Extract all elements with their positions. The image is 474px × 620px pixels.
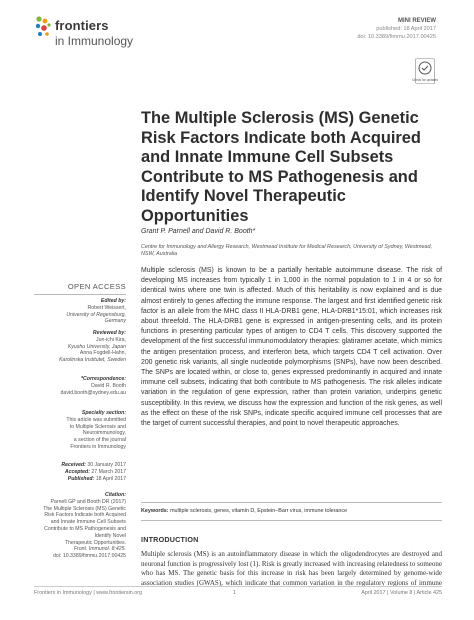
citation-line: Risk Factors Indicate both Acquired — [44, 512, 126, 519]
keywords — [141, 508, 442, 514]
abstract: Multiple sclerosis (MS) is known to be a partially heritable autoimmune disease. The risk of developing MS increases from typically 1 in 1,000 in the normal population to 1 in 4 or so for identical twins where one twin is affected. Much of this heritability is now explained and is due almost entirely to genes affecting the immune response. The largest and first identified genetic risk factor is an allele from the MHC class II HLA-DRB1 gene, HLA-DRB1*15:01, which increases risk about threefold. The HLA-DRB1 gene is expressed in antigen-presenting cells, and its protein functions in presenting particular types of antigen to CD4 T cells. This discovery supported the development of the first successful immunomodulatory therapies: glatiramer acetate, which mimics the antigen presentation process, and interferon beta, which targets CD4 T cell activation. Over 200 genetic risk variants, all single nucleotide polymorphisms (SNPs), have now been described. The SNPs are located within, or close to, genes expressed predominantly in acquired and innate immune cell subsets, indicating that both contribute to MS pathogenesis. The risk alleles indicate variation in the regulation of gene expression, rather than protein variation, underpins genetic susceptibility. In this review, we discuss how the expression and function of the risk genes, as well as the effect on these of the risk SNPs, indicate specific acquired immune cell processes that are the target of current successful therapies, and point to novel therapeutic approaches. — [141, 267, 442, 428]
editor-name: Robert Weissert, — [87, 304, 126, 311]
editor-country: Germany — [104, 318, 126, 325]
dates — [34, 462, 126, 482]
reviewer-affil: Karolinska Institutet, Sweden — [59, 357, 126, 364]
accepted-date: 27 March 2017 — [91, 468, 126, 475]
article-meta — [357, 17, 436, 41]
edited-by — [34, 298, 126, 325]
page-number: 1 — [233, 590, 236, 596]
reviewer-name: Anna Fogdell-Hahn, — [79, 350, 126, 357]
specialty-label: Specialty section: — [81, 410, 126, 416]
citation-line: Parnell GP and Booth DR (2017) — [50, 498, 126, 505]
correspondence-label: *Correspondence: — [81, 376, 126, 382]
specialty-section — [34, 410, 126, 451]
specialty-line: Neuroimmunology, — [82, 430, 126, 437]
reviewer-affil: Kyushu University, Japan — [67, 343, 126, 350]
specialty-line: to Multiple Sclerosis and — [69, 423, 126, 430]
article-type: MINI REVIEW — [397, 18, 436, 24]
specialty-line: a section of the journal — [73, 437, 126, 444]
footer-journal[interactable]: Frontiers in Immunology | www.frontiersin.org — [34, 590, 143, 596]
correspondence-email[interactable]: david.booth@sydney.edu.au — [60, 389, 126, 396]
editor-affil: University of Regensburg, — [66, 311, 126, 318]
reviewed-by-label: Reviewed by: — [92, 330, 126, 336]
published-date: published: 18 April 2017 — [376, 26, 436, 32]
citation-line: Therapeutic Opportunities. — [64, 539, 126, 546]
received-label: Received: — [61, 462, 86, 468]
correspondence — [34, 376, 126, 396]
intro-divider — [141, 520, 442, 521]
accepted-label: Accepted: — [64, 468, 90, 475]
citation-line: and Innate Immune Cell Subsets — [50, 519, 126, 526]
frontiers-logo-icon — [34, 15, 52, 41]
specialty-line: Frontiers in Immunology — [70, 443, 126, 450]
logo-name: frontiers — [55, 18, 109, 33]
citation — [34, 492, 126, 560]
citation-doi[interactable]: doi: 10.3389/fimmu.2017.00425 — [53, 553, 126, 560]
citation-line: Contribute to MS Pathogenesis and Identify Novel — [44, 525, 126, 539]
keywords-list: multiple sclerosis, genes, vitamin D, Epstein–Barr virus, immune tolerance — [170, 508, 348, 514]
journal-logo — [34, 14, 154, 54]
published-label: Published: — [67, 475, 95, 482]
received-date: 30 January 2017 — [87, 462, 126, 468]
correspondence-name: David R. Booth — [91, 382, 126, 389]
edited-by-label: Edited by: — [100, 298, 126, 304]
intro-paragraph: Multiple sclerosis (MS) is an autoinflammatory disease in which the oligodendrocytes are destroyed and neuronal function is progressively lost (1). Risk is greatly increased with increasing relatedness to someone who has MS. The genetic basis for this increase in risk has been largely determined by genome-wide association studies (GWAS), which indicate that common variation in the regulatory regions of immune — [141, 550, 442, 587]
keywords-divider — [141, 502, 442, 503]
reviewer-name: Jun-ichi Kira, — [96, 336, 126, 343]
authors: Grant P. Parnell and David R. Booth* — [141, 228, 256, 235]
affiliation: Centre for Immunology and Allergy Research, Westmead Institute for Medical Research, University of Sydney, Westmead, NSW, Australia — [141, 244, 433, 257]
specialty-line: This article was submitted — [66, 416, 126, 423]
sidebar-divider — [34, 294, 126, 295]
citation-label: Citation: — [104, 492, 126, 498]
footer-issue: April 2017 | Volume 8 | Article 425 — [361, 590, 442, 596]
open-access-label: OPEN ACCESS — [67, 282, 126, 291]
section-heading: INTRODUCTION — [141, 535, 199, 544]
doi[interactable]: doi: 10.3389/fimmu.2017.00425 — [357, 34, 436, 40]
citation-line: Front. Immunol. 8:425. — [73, 546, 126, 553]
citation-line: The Multiple Sclerosis (MS) Genetic — [43, 505, 126, 512]
footer-divider — [34, 586, 442, 587]
check-updates-label: Check for updates — [412, 78, 438, 82]
article-title: The Multiple Sclerosis (MS) Genetic Risk Factors Indicate both Acquired and Innate Immune Cell Subsets Contribute to MS Pathogenesis and Identify Novel Therapeutic Opportunities — [141, 109, 421, 225]
published-date-side: 18 April 2017 — [95, 475, 126, 482]
reviewed-by — [34, 330, 126, 364]
keywords-label: Keywords: — [141, 508, 169, 514]
logo-journal: in Immunology — [55, 34, 134, 48]
